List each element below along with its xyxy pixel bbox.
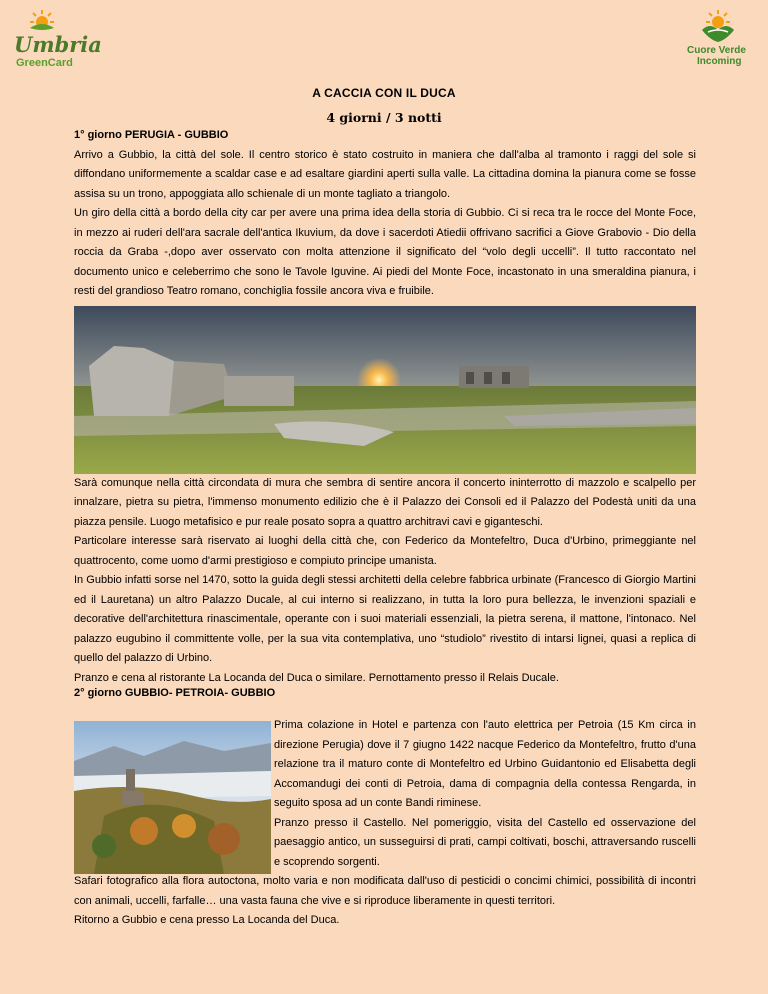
day1-paragraph-6: Pranzo e cena al ristorante La Locanda del Duca o similare. Pernottamento presso il Relais Ducale. <box>74 671 559 684</box>
page-subtitle: 4 giorni / 3 notti <box>326 110 442 125</box>
heart-sun-icon <box>683 6 753 46</box>
day1-paragraph-5: In Gubbio infatti sorse nel 1470, sotto la guida degli stessi architetti della celebre fabbrica urbinate (Francesco di Giorgio Martini ed il Lauretana) un altro Palazzo Ducale, al cui interno si realizzano, in tutta la loro pura bellezza, le invenzioni spaziali e decorative dell'architettura rinascimentale, operante con i suoi materiali essenziali, la pietra serena, il mattone, l'intonaco. Nel palazzo eugubino il committente volle, per la sua vita contemplativa, uno “studiolo” rivestito di intarsi lignei, quasi a replica di quello del palazzo di Urbino. <box>74 574 696 664</box>
day2-side-text <box>274 716 696 872</box>
cuore-verde-logo <box>683 6 753 68</box>
day1-section <box>74 126 696 688</box>
umbria-greencard-logo <box>12 10 102 76</box>
day1-paragraph-4: Particolare interesse sarà riservato ai luoghi della città che, con Federico da Montefeltro, Duca d'Urbino, primeggiante nel quattrocento, come uomo d'armi prestigioso e compiuto principe umanista. <box>74 535 696 567</box>
day1-paragraph-1: Arrivo a Gubbio, la città del sole. Il centro storico è stato costruito in maniera che dall'alba al tramonto i raggi del sole si diffondano uniformemente a scaldar case e ad esaltare giardini aperti sulla valle. La cittadina domina la pianura come se fosse assisa su un trono, appoggiata allo schienale di un monte tagliato a triangolo. <box>74 148 696 200</box>
day2-paragraph-4: Ritorno a Gubbio e cena presso La Locanda del Duca. <box>74 914 340 926</box>
day1-paragraph-2: Un giro della città a bordo della city car per avere una prima idea della storia di Gubbio. Ci si reca tra le rocce del Monte Foce, in mezzo ai ruderi dell'ara sacrale dell'antica Ikuvium, da dove i sacerdoti Atiedii offrivano sacrifici a Giove Grabovio - Dio della roccia da Graba -,dopo aver osservato con molta attenzione il significato del “volo degli uccelli”. Il tutto raccontato nel documento unico e celeberrimo che sono le Tavole Iguvine. Ai piedi del Monte Foce, incastonato in una smeraldina pianura, i resti del grandioso Teatro romano, conchiglia fossile ancora viva e fruibile. <box>74 207 696 297</box>
logo-umbria-text: Umbria <box>14 32 102 57</box>
day2-paragraph-2: Pranzo presso il Castello. Nel pomeriggio, visita del Castello ed osservazione del paesaggio antico, un susseguirsi di prati, campi coltivati, boschi, attraversando ruscelli e scoprendo sorgenti. <box>274 816 696 868</box>
day2-section <box>74 716 696 931</box>
day1-heading: 1° giorno PERUGIA - GUBBIO <box>74 129 229 141</box>
day2-paragraph-1: Prima colazione in Hotel e partenza con l'auto elettrica per Petroia (15 Km circa in direzione Perugia) dove il 7 giugno 1422 nacque Federico da Montefeltro, frutto d'una relazione tra il maturo conte di Montefeltro ed Urbino Guidantonio ed Elisabetta degli Accomandugi dei conti di Petroia, dama di compagnia della contessa Rengarda, in seguito sposa ad un conte Bandi riminese. <box>274 719 696 809</box>
logo-incoming-text: Incoming <box>697 56 742 67</box>
petroia-castle-photo <box>74 721 271 874</box>
logo-greencard-text: GreenCard <box>16 57 73 69</box>
day2-paragraph-3: Safari fotografico alla flora autoctona, molto varia e non modificata dall'uso di pesticidi o concimi chimici, possibilità di incontri con animali, uccelli, farfalle… una vasta fauna che vive e si riproduce liberamente in questi territori. <box>74 875 696 907</box>
day2-heading: 2° giorno GUBBIO- PETROIA- GUBBIO <box>74 687 276 699</box>
logo-cuore-verde-text: Cuore Verde <box>687 45 746 56</box>
day1-paragraph-3: Sarà comunque nella città circondata di mura che sembra di sentire ancora il concerto ininterrotto di mazzolo e scalpello per innalzare, pietra su pietra, l'immenso monumento edilizio che è il Palazzo dei Consoli ed il Palazzo del Podestà uniti da una piazza pensile. Luogo metafisico e pur reale posato sopra a quattro architravi cavi e giganteschi. <box>74 476 696 528</box>
day2-rest-text <box>74 872 696 931</box>
roman-theatre-photo <box>74 306 696 474</box>
page-title: A CACCIA CON IL DUCA <box>312 86 456 100</box>
